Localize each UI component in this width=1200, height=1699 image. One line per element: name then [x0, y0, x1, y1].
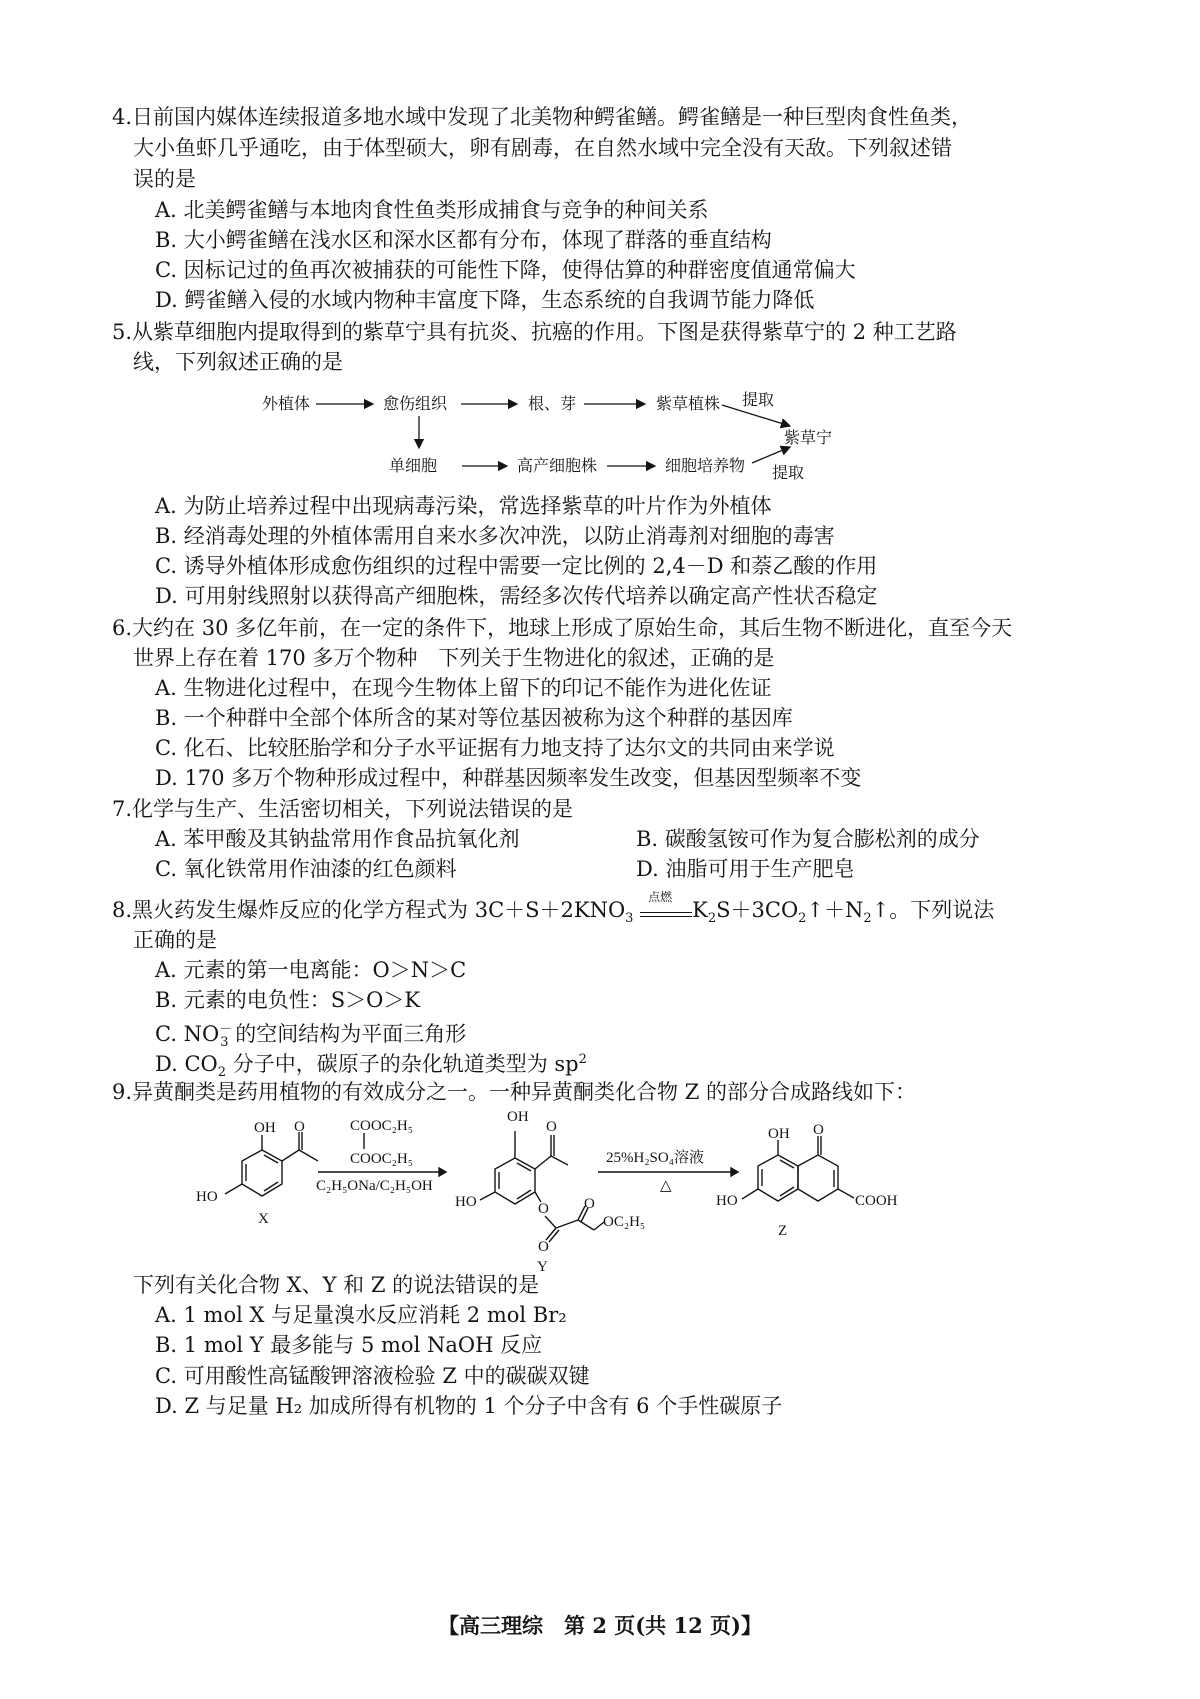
q8-stem-part-c: S＋3CO [716, 898, 799, 922]
q7-option-b: B. 碳酸氢铵可作为复合膨松剂的成分 [636, 827, 980, 851]
q9-option-b: B. 1 mol Y 最多能与 5 mol NaOH 反应 [155, 1333, 543, 1357]
q8-stem-part-d: ↑＋N [806, 898, 864, 922]
q4-stem-line1: 4.日前国内媒体连续报道多地水域中发现了北美物种鳄雀鳝。鳄雀鳝是一种巨型肉食性鱼类， [112, 105, 973, 129]
label-x: X [258, 1211, 269, 1227]
flow-callus: 愈伤组织 [383, 394, 448, 413]
q8-stem-part-b: K [692, 898, 708, 922]
q4-stem-line3: 误的是 [133, 167, 196, 191]
q5-option-c: C. 诱导外植体形成愈伤组织的过程中需要一定比例的 2,4－D 和萘乙酸的作用 [155, 554, 878, 578]
x-ketone-o: O [294, 1119, 305, 1135]
q8-stem-line2: 正确的是 [133, 928, 217, 952]
z-ring-b [798, 1155, 838, 1201]
q5-stem-line1: 5.从紫草细胞内提取得到的紫草宁具有抗炎、抗癌的作用。下图是获得紫草宁的 2 种工艺路 [112, 320, 957, 344]
flow-roots-buds: 根、芽 [528, 394, 577, 413]
q5-option-b: B. 经消毒处理的外植体需用自来水多次冲洗，以防止消毒剂对细胞的毒害 [155, 524, 835, 548]
label-y: Y [537, 1259, 548, 1275]
q8-stem-part-e: ↑。下列说法 [871, 898, 995, 922]
flow-high-yield: 高产细胞株 [517, 456, 598, 475]
y-ho: HO [455, 1194, 477, 1210]
x-ring [242, 1150, 282, 1196]
label-z: Z [778, 1223, 788, 1239]
q4-option-b: B. 大小鳄雀鳝在浅水区和深水区都有分布，体现了群落的垂直结构 [155, 228, 772, 252]
flow-culture: 细胞培养物 [665, 456, 746, 475]
q8-option-d-b: 分子中，碳原子的杂化轨道类型为 sp [226, 1052, 579, 1076]
q9-stem: 9.异黄酮类是药用植物的有效成分之一。一种异黄酮类化合物 Z 的部分合成路线如下： [112, 1080, 916, 1104]
q6-stem-line2: 世界上存在着 170 多万个物种 下列关于生物进化的叙述，正确的是 [133, 646, 775, 670]
q7-option-c: C. 氧化铁常用作油漆的红色颜料 [155, 857, 457, 881]
q8-option-d-a: D. CO [155, 1052, 218, 1076]
y-ring [495, 1158, 535, 1204]
reagent-ester-bottom: COOC₂H₅ [350, 1151, 413, 1167]
page-footer: 【高三理综 第 2 页(共 12 页)】 [438, 1613, 762, 1638]
flow-extract-bottom: 提取 [772, 463, 805, 482]
q8-option-c: C. $NO^-_3$ 的空间结构为平面三角形 [155, 1022, 467, 1051]
q9-option-c: C. 可用酸性高锰酸钾溶液检验 Z 中的碳碳双键 [155, 1364, 590, 1388]
q9-option-d: D. Z 与足量 H₂ 加成所得有机物的 1 个分子中含有 6 个手性碳原子 [155, 1394, 783, 1418]
reagent-heat: △ [660, 1178, 672, 1194]
q4-option-c: C. 因标记过的鱼再次被捕获的可能性下降，使得估算的种群密度值通常偏大 [155, 258, 856, 282]
q8-option-c-b: 的空间结构为平面三角形 [228, 1022, 467, 1046]
reagent-acid: 25%H₂SO₄溶液 [606, 1150, 704, 1166]
flow-single-cell: 单细胞 [389, 456, 438, 475]
flow-product: 紫草宁 [784, 428, 833, 447]
q4-option-a: A. 北美鳄雀鳝与本地肉食性鱼类形成捕食与竞争的种间关系 [155, 198, 709, 222]
reagent-base: C₂H₅ONa/C₂H₅OH [316, 1178, 433, 1194]
q9-option-a: A. 1 mol X 与足量溴水反应消耗 2 mol Br₂ [155, 1303, 567, 1327]
z-oh: OH [768, 1126, 790, 1142]
flow-extract-top: 提取 [742, 390, 775, 409]
y-carbonyl-o1: O [538, 1239, 549, 1255]
z-ho: HO [716, 1193, 738, 1209]
q5-option-d: D. 可用射线照射以获得高产细胞株，需经多次传代培养以确定高产性状否稳定 [155, 584, 878, 608]
q8-option-b: B. 元素的电负性：S＞O＞K [155, 988, 421, 1012]
q6-option-b: B. 一个种群中全部个体所含的某对等位基因被称为这个种群的基因库 [155, 706, 793, 730]
q4-stem-line2: 大小鱼虾几乎通吃，由于体型硕大，卵有剧毒，在自然水域中完全没有天敌。下列叙述错 [133, 136, 952, 160]
z-cooh: COOH [855, 1193, 898, 1209]
z-ring-a [758, 1155, 798, 1201]
q8-condition: 点燃 [648, 890, 673, 904]
q6-option-d: D. 170 多万个物种形成过程中，种群基因频率发生改变，但基因型频率不变 [155, 766, 862, 790]
q5-option-a: A. 为防止培养过程中出现病毒污染，常选择紫草的叶片作为外植体 [155, 494, 772, 518]
q6-option-a: A. 生物进化过程中，在现今生物体上留下的印记不能作为进化佐证 [155, 676, 772, 700]
q9-intro: 下列有关化合物 X、Y 和 Z 的说法错误的是 [133, 1273, 540, 1297]
q5-stem-line2: 线，下列叙述正确的是 [133, 350, 343, 374]
y-ether-o: O [538, 1201, 549, 1217]
reagent-ester-top: COOC₂H₅ [350, 1118, 413, 1134]
q8-option-d: D. $CO_2$ 分子中，碳原子的杂化轨道类型为 $sp^2$ [155, 1052, 587, 1081]
y-oc2h5: OC₂H₅ [603, 1214, 646, 1230]
q6-stem-line1: 6.大约在 30 多亿年前，在一定的条件下，地球上形成了原始生命，其后生物不断进化，直至今天 [112, 616, 1013, 640]
q4-option-d: D. 鳄雀鳝入侵的水域内物种丰富度下降，生态系统的自我调节能力降低 [155, 288, 815, 312]
x-ho: HO [196, 1189, 218, 1205]
y-ketone-o: O [546, 1119, 557, 1135]
q8-option-a: A. 元素的第一电离能：O＞N＞C [155, 958, 467, 982]
flow-plant: 紫草植株 [656, 394, 721, 413]
q6-option-c: C. 化石、比较胚胎学和分子水平证据有力地支持了达尔文的共同由来学说 [155, 736, 835, 760]
x-oh: OH [254, 1120, 276, 1136]
y-carbonyl-o2: O [584, 1196, 595, 1212]
q8-option-c-a: C. NO [155, 1022, 220, 1046]
q7-option-a: A. 苯甲酸及其钠盐常用作食品抗氧化剂 [155, 827, 520, 851]
z-carbonyl-o: O [813, 1122, 824, 1138]
q8-stem-line1: 8.黑火药发生爆炸反应的化学方程式为 $3C+S+2KNO_3$ 点燃 $K_2S+3CO_2↑+N_2↑$。下列说法 [112, 890, 995, 927]
y-oh: OH [507, 1109, 529, 1125]
q7-stem: 7.化学与生产、生活密切相关，下列说法错误的是 [112, 797, 574, 821]
q8-stem-part-a: 8.黑火药发生爆炸反应的化学方程式为 3C＋S＋2KNO [112, 898, 626, 922]
q7-option-d: D. 油脂可用于生产肥皂 [636, 857, 855, 881]
flow-explant: 外植体 [262, 394, 311, 413]
